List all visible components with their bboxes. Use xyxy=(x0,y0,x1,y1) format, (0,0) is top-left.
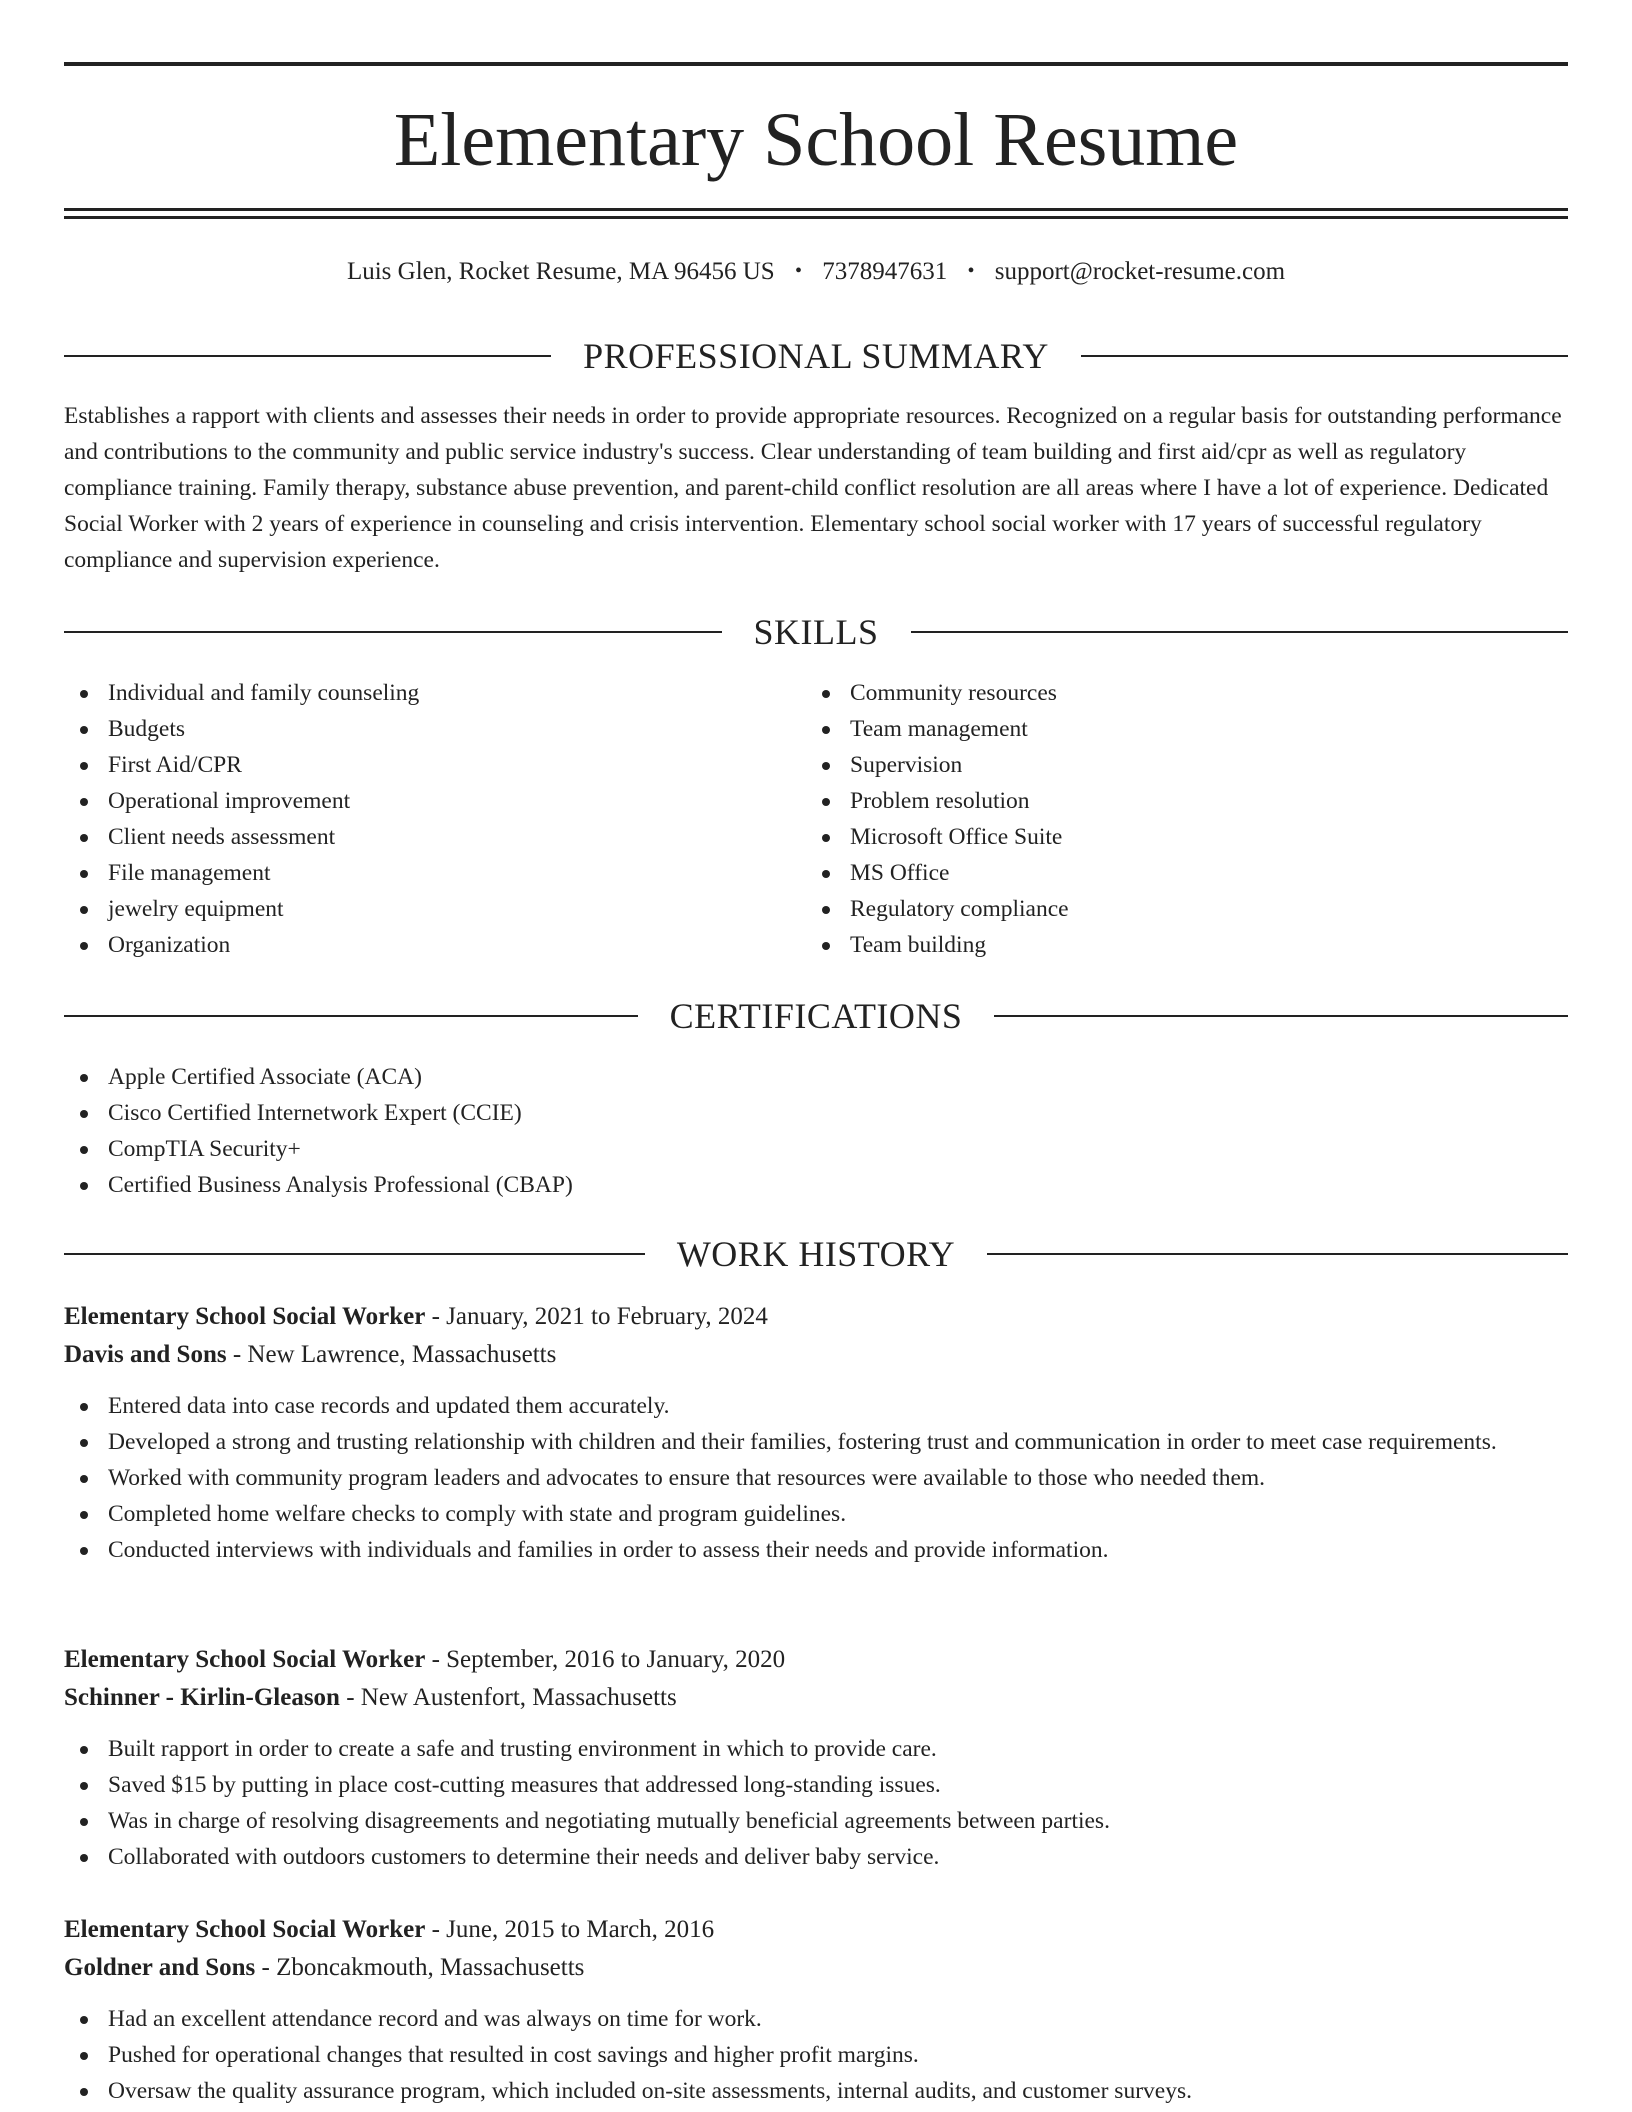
job-dates: - June, 2015 to March, 2016 xyxy=(425,1916,715,1943)
contact-address: Luis Glen, Rocket Resume, MA 96456 US xyxy=(346,258,775,285)
job-bullet: Had an excellent attendance record and was always on time for work. xyxy=(64,2001,1568,2037)
skill-item: jewelry equipment xyxy=(64,891,804,927)
skill-item: Individual and family counseling xyxy=(64,675,804,711)
section-title: WORK HISTORY xyxy=(676,1234,956,1274)
top-rule xyxy=(64,62,1568,66)
section-rule xyxy=(987,1253,1568,1255)
job-entry xyxy=(64,1298,1568,1568)
contact-email: support@rocket-resume.com xyxy=(994,258,1286,285)
title-rule-lower xyxy=(64,216,1568,219)
skill-item: Operational improvement xyxy=(64,783,804,819)
job-title: Elementary School Social Worker xyxy=(64,1916,426,1943)
certification-item: Certified Business Analysis Professional (CBAP) xyxy=(64,1167,1568,1203)
job-location: - Zboncakmouth, Massachusetts xyxy=(255,1954,585,1981)
job-title-line xyxy=(64,1911,1568,1949)
skill-item: File management xyxy=(64,855,804,891)
job-bullet: Was in charge of resolving disagreements and negotiating mutually beneficial agreements between parties. xyxy=(64,1803,1568,1839)
section-rule xyxy=(64,355,551,357)
job-title-line xyxy=(64,1641,1568,1679)
job-location: - New Austenfort, Massachusetts xyxy=(339,1684,677,1711)
job-company-line xyxy=(64,1679,1568,1717)
contact-separator: • xyxy=(967,260,975,282)
job-bullet: Entered data into case records and updated them accurately. xyxy=(64,1388,1568,1424)
job-entry xyxy=(64,1641,1568,1875)
skill-item: Problem resolution xyxy=(806,783,1546,819)
job-bullet: Worked with community program leaders and advocates to ensure that resources were available to those who needed them. xyxy=(64,1460,1568,1496)
job-dates: - January, 2021 to February, 2024 xyxy=(425,1303,768,1330)
job-company: Schinner - Kirlin-Gleason xyxy=(64,1684,340,1711)
section-rule xyxy=(911,631,1569,633)
skill-item: Supervision xyxy=(806,747,1546,783)
certifications-list xyxy=(64,1059,1568,1203)
section-header-summary xyxy=(64,334,1568,378)
job-bullet: Built rapport in order to create a safe and trusting environment in which to provide care. xyxy=(64,1731,1568,1767)
skill-item: Organization xyxy=(64,927,804,963)
job-company: Davis and Sons xyxy=(64,1341,227,1368)
title-rule-upper xyxy=(64,208,1568,211)
job-bullet: Saved $15 by putting in place cost-cutting measures that addressed long-standing issues. xyxy=(64,1767,1568,1803)
skills-list-right xyxy=(806,675,1546,963)
job-bullet: Pushed for operational changes that resulted in cost savings and higher profit margins. xyxy=(64,2037,1568,2073)
contact-line xyxy=(64,254,1568,289)
skill-item: Team building xyxy=(806,927,1546,963)
job-bullet: Collaborated with outdoors customers to determine their needs and deliver baby service. xyxy=(64,1839,1568,1875)
section-rule xyxy=(64,631,722,633)
job-bullet: Developed a strong and trusting relationship with children and their families, fostering trust and communication in order to meet case requirements. xyxy=(64,1424,1568,1460)
section-header-work xyxy=(64,1232,1568,1276)
job-bullets xyxy=(64,1731,1568,1875)
summary-text: Establishes a rapport with clients and assesses their needs in order to provide appropriate resources. Recognized on a regular basis for outstanding performance and contributions to the community and public service industry's success. Clear understanding of team building and first aid/cpr as well as regulatory compliance training. Family therapy, substance abuse prevention, and parent-child conflict resolution are all areas where I have a lot of experience. Dedicated Social Worker with 2 years of experience in counseling and crisis intervention. Elementary school social worker with 17 years of successful regulatory compliance and supervision experience. xyxy=(64,403,1562,573)
job-company-line xyxy=(64,1949,1568,1987)
section-header-skills xyxy=(64,610,1568,654)
skill-item: Community resources xyxy=(806,675,1546,711)
skill-item: Budgets xyxy=(64,711,804,747)
job-title: Elementary School Social Worker xyxy=(64,1646,426,1673)
skill-item: Regulatory compliance xyxy=(806,891,1546,927)
skill-item: Microsoft Office Suite xyxy=(806,819,1546,855)
job-bullet: Oversaw the quality assurance program, which included on-site assessments, internal audits, and customer surveys. xyxy=(64,2073,1568,2109)
job-location: - New Lawrence, Massachusetts xyxy=(226,1341,557,1368)
certification-item: CompTIA Security+ xyxy=(64,1131,1568,1167)
job-bullet: Conducted interviews with individuals and families in order to assess their needs and provide information. xyxy=(64,1532,1568,1568)
skill-item: First Aid/CPR xyxy=(64,747,804,783)
certification-item: Apple Certified Associate (ACA) xyxy=(64,1059,1568,1095)
resume-title: Elementary School Resume xyxy=(393,98,1239,182)
job-company: Goldner and Sons xyxy=(64,1954,256,1981)
skill-item: MS Office xyxy=(806,855,1546,891)
job-company-line xyxy=(64,1336,1568,1374)
section-title: CERTIFICATIONS xyxy=(669,996,963,1036)
section-rule xyxy=(1081,355,1568,357)
contact-separator: • xyxy=(794,260,802,282)
job-bullets xyxy=(64,1388,1568,1568)
section-rule xyxy=(64,1253,645,1255)
job-title: Elementary School Social Worker xyxy=(64,1303,426,1330)
job-entry xyxy=(64,1911,1568,2109)
section-header-certifications xyxy=(64,994,1568,1038)
job-dates: - September, 2016 to January, 2020 xyxy=(425,1646,786,1673)
job-bullet: Completed home welfare checks to comply with state and program guidelines. xyxy=(64,1496,1568,1532)
job-title-line xyxy=(64,1298,1568,1336)
certification-item: Cisco Certified Internetwork Expert (CCIE) xyxy=(64,1095,1568,1131)
section-rule xyxy=(64,1015,638,1017)
section-title: SKILLS xyxy=(753,612,879,652)
job-bullets xyxy=(64,2001,1568,2109)
section-rule xyxy=(994,1015,1568,1017)
skill-item: Client needs assessment xyxy=(64,819,804,855)
section-title: PROFESSIONAL SUMMARY xyxy=(583,336,1049,376)
contact-phone: 7378947631 xyxy=(822,258,948,285)
skill-item: Team management xyxy=(806,711,1546,747)
skills-list-left xyxy=(64,675,804,963)
